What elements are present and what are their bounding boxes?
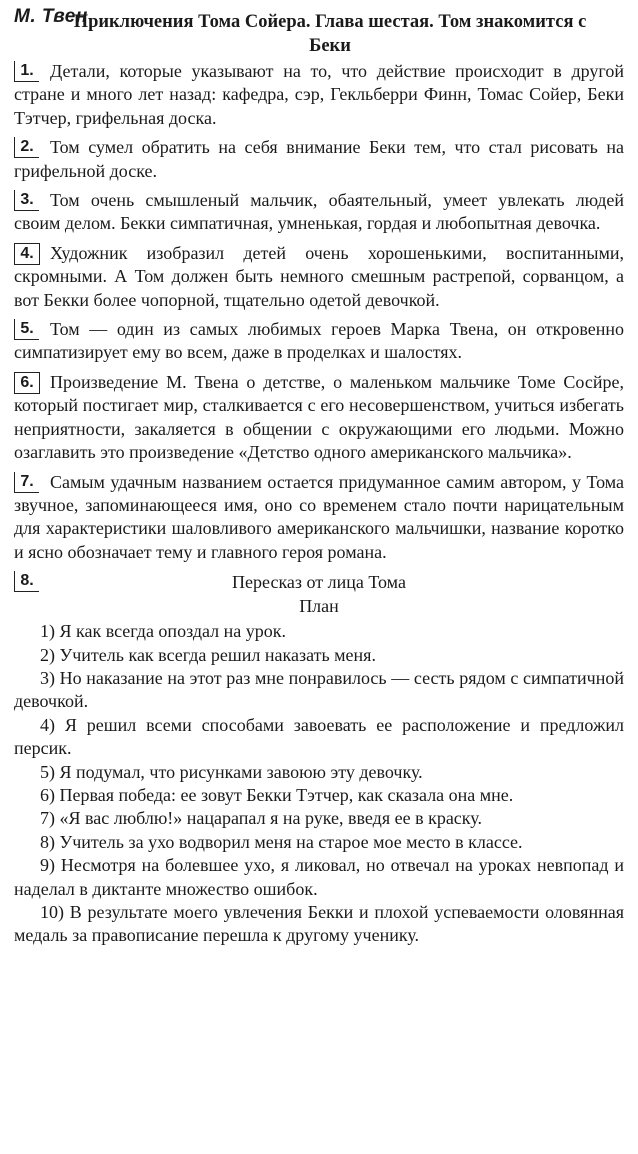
answers-list	[14, 60, 624, 948]
plan-item: 5) Я подумал, что рисунками завоюю эту девочку.	[40, 761, 423, 782]
plan-item: 7) «Я вас люблю!» нацарапал я на руке, введя ее в краску.	[40, 808, 482, 829]
answer-item	[14, 471, 624, 565]
plan-item: 1) Я как всегда опоздал на урок.	[40, 621, 287, 642]
plan-item: 10) В результате моего увлечения Бекки и плохой успеваемости оловянная медаль за правописание перешла к другому ученику.	[14, 902, 624, 946]
plan-item: 6) Первая победа: ее зовут Бекки Тэтчер, как сказала она мне.	[40, 784, 514, 805]
answer-item	[14, 189, 624, 236]
plan-heading: План	[299, 596, 339, 617]
answer-item	[14, 242, 624, 312]
answer-text: Произведение М. Твена о детстве, о маленьком мальчике Томе Сосйре, который постигает мир, сталкивается с его несовершенством, учиться избегать неприятности, закаляется в общении с окружающими его людьми. Можно озаглавить это произведение «Детство одного американского мальчика».	[14, 371, 624, 463]
answer-item	[14, 371, 624, 465]
answer-item	[14, 60, 624, 130]
answer-number: 6.	[14, 372, 40, 394]
answer-number: 1.	[14, 61, 39, 82]
answer-item	[14, 136, 624, 183]
answer-number: 4.	[14, 243, 40, 265]
answer-text: Детали, которые указывают на то, что действие происходит в другой стране и много лет назад: кафедра, сэр, Гекльберри Финн, Томас Сойер, Беки Тэтчер, грифельная доска.	[14, 61, 624, 128]
plan-item: 8) Учитель за ухо водворил меня на старое мое место в классе.	[40, 831, 523, 852]
retelling-heading: Пересказ от лица Тома	[232, 572, 406, 593]
chapter-title: Приключения Тома Сойера. Глава шестая. Том знакомится с Беки	[73, 12, 587, 56]
plan-item: 4) Я решил всеми способами завоевать ее расположение и предложил персик.	[14, 714, 624, 759]
answer-number: 2.	[14, 137, 39, 158]
answer-item	[14, 318, 624, 365]
answer-number: 3.	[14, 190, 39, 211]
answer-text: Том очень смышленый мальчик, обаятельный, умеет увлекать людей своим делом. Бекки симпатичная, умненькая, гордая и любопытная девочка.	[14, 190, 624, 234]
answer-number: 5.	[14, 319, 39, 340]
answer-number: 7.	[14, 472, 39, 493]
retelling-section	[14, 570, 624, 948]
plan-item: 3) Но наказание на этот раз мне понравилось — сесть рядом с симпатичной девочкой.	[14, 667, 624, 712]
plan-item: 9) Несмотря на болевшее ухо, я ликовал, но отвечал на уроках невпопад и наделал в диктанте множество ошибок.	[14, 855, 624, 899]
plan-item: 2) Учитель как всегда решил наказать меня.	[40, 644, 376, 665]
answer-text: Художник изобразил детей очень хорошенькими, воспитанными, скромными. А Том должен быть немного смешным растрепой, сорванцом, а вот Бекки более чопорной, тщательно одетой девочкой.	[14, 242, 624, 310]
answer-number: 8.	[14, 571, 39, 592]
answer-text: Том сумел обратить на себя внимание Беки тем, что стал рисовать на грифельной доске.	[14, 137, 624, 181]
answer-text: Том — один из самых любимых героев Марка Твена, он откровенно симпатизирует ему во всем, даже в проделках и шалостях.	[14, 319, 624, 363]
answer-text: Самым удачным названием остается придуманное самим автором, у Тома звучное, запоминающееся имя, оно со временем стало почти нарицательным для характеристики шаловливого американского мальчишки, название коротко и ясно обозначает тему и главного героя романа.	[14, 471, 624, 562]
author-name: М. Твен	[14, 6, 88, 27]
